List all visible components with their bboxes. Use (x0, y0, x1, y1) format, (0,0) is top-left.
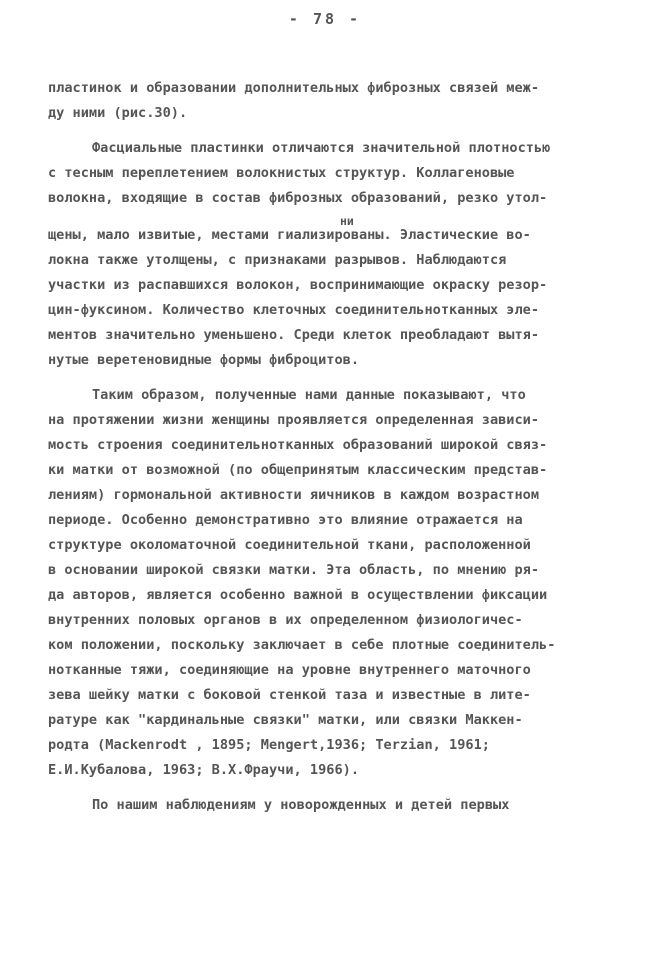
text-line: Е.И.Кубалова, 1963; В.Х.Фраучи, 1966). (48, 762, 359, 778)
text-line: щены, мало извитые, местами гиализированы. Эластические во- (48, 227, 531, 243)
text-line: на протяжении жизни женщины проявляется определенная зависи- (48, 412, 540, 428)
text-line: Таким образом, полученные нами данные показывают, что (92, 387, 526, 403)
text-line: участки из распавшихся волокон, воспринимающие окраску резор- (48, 277, 548, 293)
text-line: мость строения соединительнотканных образований широкой связ- (48, 437, 548, 453)
text-line: нотканные тяжи, соединяющие на уровне внутреннего маточного (48, 662, 531, 678)
text-line: периоде. Особенно демонстративно это влияние отражается на (48, 512, 523, 528)
text-line: волокна, входящие в состав фиброзных образований, резко утол- (48, 190, 548, 206)
text-line: ки матки от возможной (по общепринятым классическим представ- (48, 462, 548, 478)
text-line: По нашим наблюдениям у новорожденных и детей первых (92, 797, 510, 813)
text-line: структуре околоматочной соединительной ткани, расположенной (48, 537, 531, 553)
text-line: ратуре как "кардинальные связки" матки, или связки Маккен- (48, 712, 523, 728)
text-line: родта (Mackenrodt , 1895; Mengert,1936; Terzian, 1961; (48, 737, 490, 753)
text-line: цин-фуксином. Количество клеточных соединительнотканных эле- (48, 302, 540, 318)
text-line: Фасциальные пластинки отличаются значительной плотностью (92, 140, 551, 156)
text-line: нутые веретеновидные формы фиброцитов. (48, 352, 359, 368)
text-line: внутренних половых органов в их определенном физиологичес- (48, 612, 523, 628)
text-line: пластинок и образовании дополнительных фиброзных связей меж- (48, 80, 540, 96)
text-line: локна также утолщены, с признаками разрывов. Наблюдаются (48, 252, 507, 268)
text-line: в основании широкой связки матки. Эта область, по мнению ря- (48, 562, 540, 578)
page-number: - 78 - (288, 10, 362, 28)
text-line: да авторов, является особенно важной в осуществлении фиксации (48, 587, 548, 603)
text-line: ду ними (рис.30). (48, 105, 188, 121)
text-line: зева шейку матки с боковой стенкой таза и известные в лите- (48, 687, 531, 703)
text-line: лениям) гормональной активности яичников в каждом возрастном (48, 487, 540, 503)
text-line: с тесным переплетением волокнистых структур. Коллагеновые (48, 165, 515, 181)
text-line: ментов значительно уменьшено. Среди клеток преобладают вытя- (48, 327, 540, 343)
text-line: ком положении, поскольку заключает в себе плотные соединитель- (48, 637, 556, 653)
interlinear-insert: ни (340, 214, 354, 228)
